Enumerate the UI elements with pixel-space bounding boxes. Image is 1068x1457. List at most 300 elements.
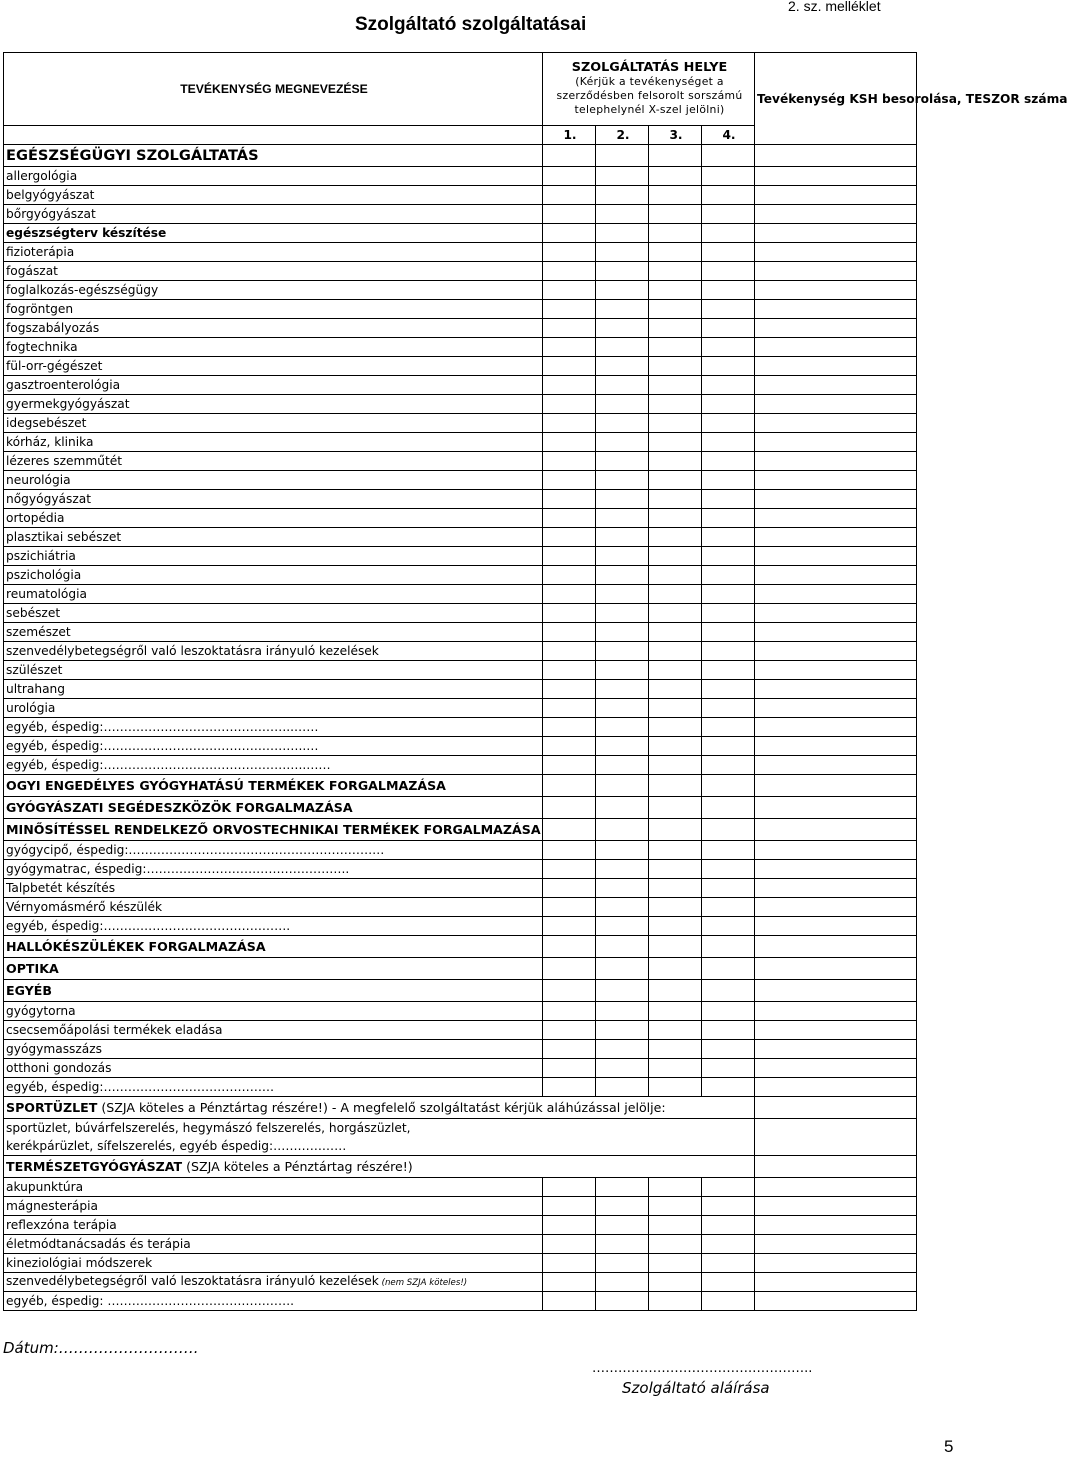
ksh-code-cell[interactable] xyxy=(755,471,917,490)
place-mark-cell-4[interactable] xyxy=(702,1059,755,1078)
place-mark-cell-1[interactable] xyxy=(543,585,596,604)
place-mark-cell-4[interactable] xyxy=(702,395,755,414)
place-mark-cell-1[interactable] xyxy=(543,661,596,680)
ksh-code-cell[interactable] xyxy=(755,243,917,262)
activity-label xyxy=(4,395,543,414)
place-mark-cell-2[interactable] xyxy=(596,376,649,395)
ksh-code-cell[interactable] xyxy=(755,205,917,224)
place-mark-cell-3[interactable] xyxy=(649,604,702,623)
place-mark-cell-4[interactable] xyxy=(702,661,755,680)
date-field[interactable]: Dátum:………………………. xyxy=(3,1339,199,1357)
place-mark-cell-3[interactable] xyxy=(649,338,702,357)
place-mark-cell-2[interactable] xyxy=(596,1235,649,1254)
place-mark-cell-1[interactable] xyxy=(543,860,596,879)
place-mark-cell-3[interactable] xyxy=(649,1078,702,1097)
ksh-code-cell[interactable] xyxy=(755,262,917,281)
ksh-code-cell[interactable] xyxy=(755,917,917,936)
place-mark-cell-3[interactable] xyxy=(649,841,702,860)
place-mark-cell-3[interactable] xyxy=(649,281,702,300)
ksh-code-cell[interactable] xyxy=(755,1273,917,1292)
ksh-code-cell[interactable] xyxy=(755,1119,917,1138)
place-mark-cell-3[interactable] xyxy=(649,414,702,433)
place-mark-cell-1[interactable] xyxy=(543,879,596,898)
place-mark-cell-3[interactable] xyxy=(649,680,702,699)
place-mark-cell-4[interactable] xyxy=(702,243,755,262)
place-mark-cell-2[interactable] xyxy=(596,958,649,980)
place-mark-cell-1[interactable] xyxy=(543,509,596,528)
table-row xyxy=(4,642,917,661)
place-mark-cell-2[interactable] xyxy=(596,186,649,205)
place-mark-cell-4[interactable] xyxy=(702,699,755,718)
place-mark-cell-1[interactable] xyxy=(543,958,596,980)
ksh-code-cell[interactable] xyxy=(755,1235,917,1254)
place-mark-cell-2[interactable] xyxy=(596,167,649,186)
ksh-code-cell[interactable] xyxy=(755,566,917,585)
table-row xyxy=(4,566,917,585)
place-mark-cell-2[interactable] xyxy=(596,604,649,623)
activity-label xyxy=(4,224,543,243)
place-mark-cell-2[interactable] xyxy=(596,1078,649,1097)
place-mark-cell-3[interactable] xyxy=(649,1197,702,1216)
place-mark-cell-2[interactable] xyxy=(596,357,649,376)
place-mark-cell-4[interactable] xyxy=(702,433,755,452)
place-mark-cell-3[interactable] xyxy=(649,819,702,841)
place-mark-cell-3[interactable] xyxy=(649,936,702,958)
place-mark-cell-4[interactable] xyxy=(702,585,755,604)
place-mark-cell-4[interactable] xyxy=(702,414,755,433)
place-mark-cell-3[interactable] xyxy=(649,1216,702,1235)
place-mark-cell-3[interactable] xyxy=(649,224,702,243)
ksh-code-cell[interactable] xyxy=(755,395,917,414)
place-mark-cell-2[interactable] xyxy=(596,623,649,642)
ksh-code-cell[interactable] xyxy=(755,1254,917,1273)
place-mark-cell-2[interactable] xyxy=(596,338,649,357)
place-mark-cell-4[interactable] xyxy=(702,775,755,797)
place-mark-cell-3[interactable] xyxy=(649,980,702,1002)
place-mark-cell-1[interactable] xyxy=(543,262,596,281)
place-mark-cell-1[interactable] xyxy=(543,338,596,357)
activity-label xyxy=(4,718,543,737)
ksh-code-cell[interactable] xyxy=(755,167,917,186)
place-mark-cell-2[interactable] xyxy=(596,224,649,243)
place-mark-cell-3[interactable] xyxy=(649,756,702,775)
place-mark-cell-2[interactable] xyxy=(596,1178,649,1197)
place-mark-cell-4[interactable] xyxy=(702,936,755,958)
ksh-code-cell[interactable] xyxy=(755,841,917,860)
place-mark-cell-4[interactable] xyxy=(702,680,755,699)
place-mark-cell-4[interactable] xyxy=(702,566,755,585)
place-mark-cell-2[interactable] xyxy=(596,699,649,718)
place-mark-cell-4[interactable] xyxy=(702,1002,755,1021)
place-mark-cell-3[interactable] xyxy=(649,452,702,471)
place-mark-cell-1[interactable] xyxy=(543,1216,596,1235)
place-mark-cell-4[interactable] xyxy=(702,604,755,623)
place-mark-cell-4[interactable] xyxy=(702,1273,755,1292)
ksh-code-cell[interactable] xyxy=(755,281,917,300)
ksh-code-cell[interactable] xyxy=(755,376,917,395)
place-mark-cell-4[interactable] xyxy=(702,186,755,205)
table-row xyxy=(4,300,917,319)
place-mark-cell-2[interactable] xyxy=(596,1040,649,1059)
place-mark-cell-2[interactable] xyxy=(596,145,649,167)
ksh-code-cell[interactable] xyxy=(755,623,917,642)
place-mark-cell-3[interactable] xyxy=(649,1292,702,1311)
place-mark-cell-2[interactable] xyxy=(596,980,649,1002)
table-row xyxy=(4,338,917,357)
table-row xyxy=(4,841,917,860)
place-mark-cell-1[interactable] xyxy=(543,471,596,490)
ksh-code-cell[interactable] xyxy=(755,1292,917,1311)
place-mark-cell-3[interactable] xyxy=(649,300,702,319)
ksh-code-cell[interactable] xyxy=(755,414,917,433)
place-mark-cell-2[interactable] xyxy=(596,471,649,490)
place-mark-cell-1[interactable] xyxy=(543,936,596,958)
place-mark-cell-2[interactable] xyxy=(596,433,649,452)
ksh-code-cell[interactable] xyxy=(755,547,917,566)
place-mark-cell-1[interactable] xyxy=(543,528,596,547)
ksh-code-cell[interactable] xyxy=(755,860,917,879)
ksh-code-cell[interactable] xyxy=(755,357,917,376)
place-mark-cell-3[interactable] xyxy=(649,917,702,936)
place-mark-cell-1[interactable] xyxy=(543,281,596,300)
place-mark-cell-3[interactable] xyxy=(649,186,702,205)
ksh-code-cell[interactable] xyxy=(755,756,917,775)
place-mark-cell-2[interactable] xyxy=(596,756,649,775)
place-mark-cell-1[interactable] xyxy=(543,224,596,243)
place-mark-cell-3[interactable] xyxy=(649,797,702,819)
place-mark-cell-2[interactable] xyxy=(596,819,649,841)
place-mark-cell-4[interactable] xyxy=(702,958,755,980)
place-mark-cell-3[interactable] xyxy=(649,433,702,452)
place-mark-cell-3[interactable] xyxy=(649,167,702,186)
place-mark-cell-4[interactable] xyxy=(702,737,755,756)
place-mark-cell-1[interactable] xyxy=(543,357,596,376)
place-mark-cell-1[interactable] xyxy=(543,1178,596,1197)
place-mark-cell-2[interactable] xyxy=(596,775,649,797)
place-mark-cell-2[interactable] xyxy=(596,879,649,898)
ksh-code-cell[interactable] xyxy=(755,338,917,357)
place-mark-cell-2[interactable] xyxy=(596,841,649,860)
place-mark-cell-3[interactable] xyxy=(649,566,702,585)
place-mark-cell-1[interactable] xyxy=(543,414,596,433)
place-mark-cell-3[interactable] xyxy=(649,1002,702,1021)
ksh-code-cell[interactable] xyxy=(755,300,917,319)
place-mark-cell-4[interactable] xyxy=(702,300,755,319)
place-mark-cell-4[interactable] xyxy=(702,319,755,338)
place-mark-cell-4[interactable] xyxy=(702,1254,755,1273)
place-mark-cell-1[interactable] xyxy=(543,819,596,841)
place-mark-cell-2[interactable] xyxy=(596,642,649,661)
place-mark-cell-3[interactable] xyxy=(649,490,702,509)
place-mark-cell-2[interactable] xyxy=(596,737,649,756)
place-mark-cell-3[interactable] xyxy=(649,357,702,376)
place-mark-cell-1[interactable] xyxy=(543,1040,596,1059)
place-mark-cell-3[interactable] xyxy=(649,1040,702,1059)
ksh-code-cell[interactable] xyxy=(755,224,917,243)
place-mark-cell-3[interactable] xyxy=(649,737,702,756)
place-mark-cell-2[interactable] xyxy=(596,395,649,414)
place-mark-cell-1[interactable] xyxy=(543,680,596,699)
place-mark-cell-2[interactable] xyxy=(596,319,649,338)
table-row xyxy=(4,224,917,243)
place-mark-cell-1[interactable] xyxy=(543,917,596,936)
place-mark-cell-4[interactable] xyxy=(702,490,755,509)
place-mark-cell-2[interactable] xyxy=(596,661,649,680)
place-mark-cell-3[interactable] xyxy=(649,243,702,262)
place-mark-cell-2[interactable] xyxy=(596,797,649,819)
place-mark-cell-2[interactable] xyxy=(596,490,649,509)
ksh-code-cell[interactable] xyxy=(755,1137,917,1156)
activity-label-text: EGÉSZSÉGÜGYI SZOLGÁLTATÁS xyxy=(6,146,259,164)
place-mark-cell-2[interactable] xyxy=(596,1059,649,1078)
place-mark-cell-4[interactable] xyxy=(702,205,755,224)
place-mark-cell-3[interactable] xyxy=(649,1273,702,1292)
place-mark-cell-1[interactable] xyxy=(543,319,596,338)
place-mark-cell-3[interactable] xyxy=(649,1178,702,1197)
place-mark-cell-4[interactable] xyxy=(702,1078,755,1097)
place-mark-cell-4[interactable] xyxy=(702,1040,755,1059)
place-mark-cell-3[interactable] xyxy=(649,775,702,797)
ksh-code-cell[interactable] xyxy=(755,1078,917,1097)
place-mark-cell-4[interactable] xyxy=(702,145,755,167)
ksh-code-cell[interactable] xyxy=(755,1002,917,1021)
ksh-code-cell[interactable] xyxy=(755,319,917,338)
ksh-code-cell[interactable] xyxy=(755,145,917,167)
place-mark-cell-1[interactable] xyxy=(543,1254,596,1273)
place-mark-cell-1[interactable] xyxy=(543,898,596,917)
place-mark-cell-4[interactable] xyxy=(702,642,755,661)
place-mark-cell-4[interactable] xyxy=(702,1021,755,1040)
place-mark-cell-3[interactable] xyxy=(649,395,702,414)
place-mark-cell-2[interactable] xyxy=(596,1254,649,1273)
place-mark-cell-4[interactable] xyxy=(702,1197,755,1216)
ksh-code-cell[interactable] xyxy=(755,879,917,898)
place-mark-cell-4[interactable] xyxy=(702,879,755,898)
activity-label-text: ortopédia xyxy=(6,511,65,525)
place-mark-cell-1[interactable] xyxy=(543,775,596,797)
ksh-code-cell[interactable] xyxy=(755,819,917,841)
place-mark-cell-2[interactable] xyxy=(596,300,649,319)
ksh-code-cell[interactable] xyxy=(755,1156,917,1178)
place-mark-cell-2[interactable] xyxy=(596,860,649,879)
place-mark-cell-3[interactable] xyxy=(649,471,702,490)
place-mark-cell-4[interactable] xyxy=(702,756,755,775)
ksh-code-cell[interactable] xyxy=(755,680,917,699)
ksh-code-cell[interactable] xyxy=(755,699,917,718)
place-mark-cell-4[interactable] xyxy=(702,528,755,547)
ksh-code-cell[interactable] xyxy=(755,898,917,917)
place-mark-cell-2[interactable] xyxy=(596,585,649,604)
ksh-code-cell[interactable] xyxy=(755,642,917,661)
place-mark-cell-1[interactable] xyxy=(543,737,596,756)
place-mark-cell-1[interactable] xyxy=(543,395,596,414)
place-mark-cell-1[interactable] xyxy=(543,1235,596,1254)
place-mark-cell-3[interactable] xyxy=(649,528,702,547)
place-mark-cell-2[interactable] xyxy=(596,262,649,281)
ksh-code-cell[interactable] xyxy=(755,186,917,205)
place-mark-cell-4[interactable] xyxy=(702,841,755,860)
place-mark-cell-2[interactable] xyxy=(596,936,649,958)
place-mark-cell-1[interactable] xyxy=(543,604,596,623)
place-mark-cell-3[interactable] xyxy=(649,661,702,680)
place-mark-cell-3[interactable] xyxy=(649,958,702,980)
ksh-code-cell[interactable] xyxy=(755,1040,917,1059)
place-mark-cell-4[interactable] xyxy=(702,167,755,186)
place-mark-cell-1[interactable] xyxy=(543,186,596,205)
place-mark-cell-1[interactable] xyxy=(543,547,596,566)
place-mark-cell-2[interactable] xyxy=(596,528,649,547)
place-mark-cell-3[interactable] xyxy=(649,699,702,718)
place-mark-cell-1[interactable] xyxy=(543,1292,596,1311)
ksh-code-cell[interactable] xyxy=(755,433,917,452)
place-mark-cell-4[interactable] xyxy=(702,718,755,737)
ksh-code-cell[interactable] xyxy=(755,797,917,819)
ksh-code-cell[interactable] xyxy=(755,661,917,680)
place-mark-cell-1[interactable] xyxy=(543,433,596,452)
place-mark-cell-4[interactable] xyxy=(702,1235,755,1254)
ksh-code-cell[interactable] xyxy=(755,936,917,958)
place-mark-cell-1[interactable] xyxy=(543,980,596,1002)
place-mark-cell-1[interactable] xyxy=(543,797,596,819)
place-mark-cell-3[interactable] xyxy=(649,376,702,395)
place-mark-cell-4[interactable] xyxy=(702,819,755,841)
place-mark-cell-2[interactable] xyxy=(596,1002,649,1021)
place-mark-cell-4[interactable] xyxy=(702,623,755,642)
place-mark-cell-2[interactable] xyxy=(596,566,649,585)
place-mark-cell-1[interactable] xyxy=(543,300,596,319)
place-mark-cell-2[interactable] xyxy=(596,718,649,737)
place-mark-cell-3[interactable] xyxy=(649,1059,702,1078)
ksh-code-cell[interactable] xyxy=(755,737,917,756)
place-mark-cell-2[interactable] xyxy=(596,281,649,300)
place-mark-cell-3[interactable] xyxy=(649,879,702,898)
place-mark-cell-4[interactable] xyxy=(702,1292,755,1311)
place-mark-cell-1[interactable] xyxy=(543,566,596,585)
place-mark-cell-1[interactable] xyxy=(543,841,596,860)
place-mark-cell-3[interactable] xyxy=(649,1254,702,1273)
ksh-code-cell[interactable] xyxy=(755,980,917,1002)
ksh-code-cell[interactable] xyxy=(755,490,917,509)
place-mark-cell-2[interactable] xyxy=(596,243,649,262)
place-mark-cell-1[interactable] xyxy=(543,1059,596,1078)
place-mark-cell-1[interactable] xyxy=(543,642,596,661)
ksh-code-cell[interactable] xyxy=(755,528,917,547)
place-mark-cell-3[interactable] xyxy=(649,205,702,224)
place-mark-cell-2[interactable] xyxy=(596,898,649,917)
place-mark-cell-1[interactable] xyxy=(543,490,596,509)
place-mark-cell-4[interactable] xyxy=(702,547,755,566)
place-mark-cell-4[interactable] xyxy=(702,376,755,395)
place-mark-cell-1[interactable] xyxy=(543,167,596,186)
place-mark-cell-1[interactable] xyxy=(543,1002,596,1021)
place-mark-cell-3[interactable] xyxy=(649,319,702,338)
activity-label-text: plasztikai sebészet xyxy=(6,530,122,544)
ksh-code-cell[interactable] xyxy=(755,509,917,528)
place-mark-cell-2[interactable] xyxy=(596,1292,649,1311)
place-mark-cell-4[interactable] xyxy=(702,1178,755,1197)
place-mark-cell-1[interactable] xyxy=(543,243,596,262)
place-mark-cell-3[interactable] xyxy=(649,1021,702,1040)
place-mark-cell-1[interactable] xyxy=(543,1021,596,1040)
place-mark-cell-3[interactable] xyxy=(649,509,702,528)
place-mark-cell-3[interactable] xyxy=(649,623,702,642)
place-mark-cell-2[interactable] xyxy=(596,680,649,699)
place-mark-cell-1[interactable] xyxy=(543,623,596,642)
place-mark-cell-3[interactable] xyxy=(649,585,702,604)
place-mark-cell-4[interactable] xyxy=(702,471,755,490)
ksh-code-cell[interactable] xyxy=(755,452,917,471)
place-mark-cell-4[interactable] xyxy=(702,262,755,281)
ksh-code-cell[interactable] xyxy=(755,718,917,737)
place-mark-cell-3[interactable] xyxy=(649,898,702,917)
place-mark-cell-4[interactable] xyxy=(702,224,755,243)
place-mark-cell-1[interactable] xyxy=(543,205,596,224)
place-mark-cell-3[interactable] xyxy=(649,642,702,661)
place-mark-cell-4[interactable] xyxy=(702,452,755,471)
activity-label xyxy=(4,1002,543,1021)
place-mark-cell-1[interactable] xyxy=(543,452,596,471)
ksh-code-cell[interactable] xyxy=(755,1178,917,1197)
ksh-code-cell[interactable] xyxy=(755,775,917,797)
place-mark-cell-2[interactable] xyxy=(596,1216,649,1235)
place-mark-cell-4[interactable] xyxy=(702,917,755,936)
place-mark-cell-2[interactable] xyxy=(596,509,649,528)
place-mark-cell-4[interactable] xyxy=(702,797,755,819)
place-mark-cell-1[interactable] xyxy=(543,699,596,718)
place-mark-cell-2[interactable] xyxy=(596,1273,649,1292)
place-mark-cell-2[interactable] xyxy=(596,1197,649,1216)
ksh-code-cell[interactable] xyxy=(755,1197,917,1216)
place-mark-cell-2[interactable] xyxy=(596,917,649,936)
place-mark-cell-3[interactable] xyxy=(649,145,702,167)
place-mark-cell-1[interactable] xyxy=(543,1197,596,1216)
place-mark-cell-2[interactable] xyxy=(596,414,649,433)
place-mark-cell-3[interactable] xyxy=(649,1235,702,1254)
ksh-code-cell[interactable] xyxy=(755,585,917,604)
place-mark-cell-4[interactable] xyxy=(702,357,755,376)
place-mark-cell-1[interactable] xyxy=(543,756,596,775)
place-mark-cell-1[interactable] xyxy=(543,145,596,167)
ksh-code-cell[interactable] xyxy=(755,604,917,623)
place-mark-cell-4[interactable] xyxy=(702,338,755,357)
ksh-code-cell[interactable] xyxy=(755,1059,917,1078)
signature-line[interactable]: ……………………………….………….. xyxy=(592,1361,813,1376)
place-mark-cell-4[interactable] xyxy=(702,860,755,879)
ksh-code-cell[interactable] xyxy=(755,958,917,980)
place-mark-cell-1[interactable] xyxy=(543,376,596,395)
place-mark-cell-4[interactable] xyxy=(702,281,755,300)
ksh-code-cell[interactable] xyxy=(755,1216,917,1235)
place-mark-cell-2[interactable] xyxy=(596,205,649,224)
activity-label-text: fül-orr-gégészet xyxy=(6,359,103,373)
place-mark-cell-3[interactable] xyxy=(649,547,702,566)
place-mark-cell-4[interactable] xyxy=(702,980,755,1002)
place-mark-cell-2[interactable] xyxy=(596,452,649,471)
place-mark-cell-1[interactable] xyxy=(543,1273,596,1292)
place-mark-cell-4[interactable] xyxy=(702,1216,755,1235)
place-mark-cell-1[interactable] xyxy=(543,1078,596,1097)
place-mark-cell-4[interactable] xyxy=(702,898,755,917)
place-mark-cell-1[interactable] xyxy=(543,718,596,737)
place-mark-cell-4[interactable] xyxy=(702,509,755,528)
place-mark-cell-2[interactable] xyxy=(596,1021,649,1040)
ksh-code-cell[interactable] xyxy=(755,1097,917,1119)
place-mark-cell-3[interactable] xyxy=(649,262,702,281)
place-mark-cell-3[interactable] xyxy=(649,718,702,737)
place-mark-cell-2[interactable] xyxy=(596,547,649,566)
place-mark-cell-3[interactable] xyxy=(649,860,702,879)
ksh-code-cell[interactable] xyxy=(755,1021,917,1040)
